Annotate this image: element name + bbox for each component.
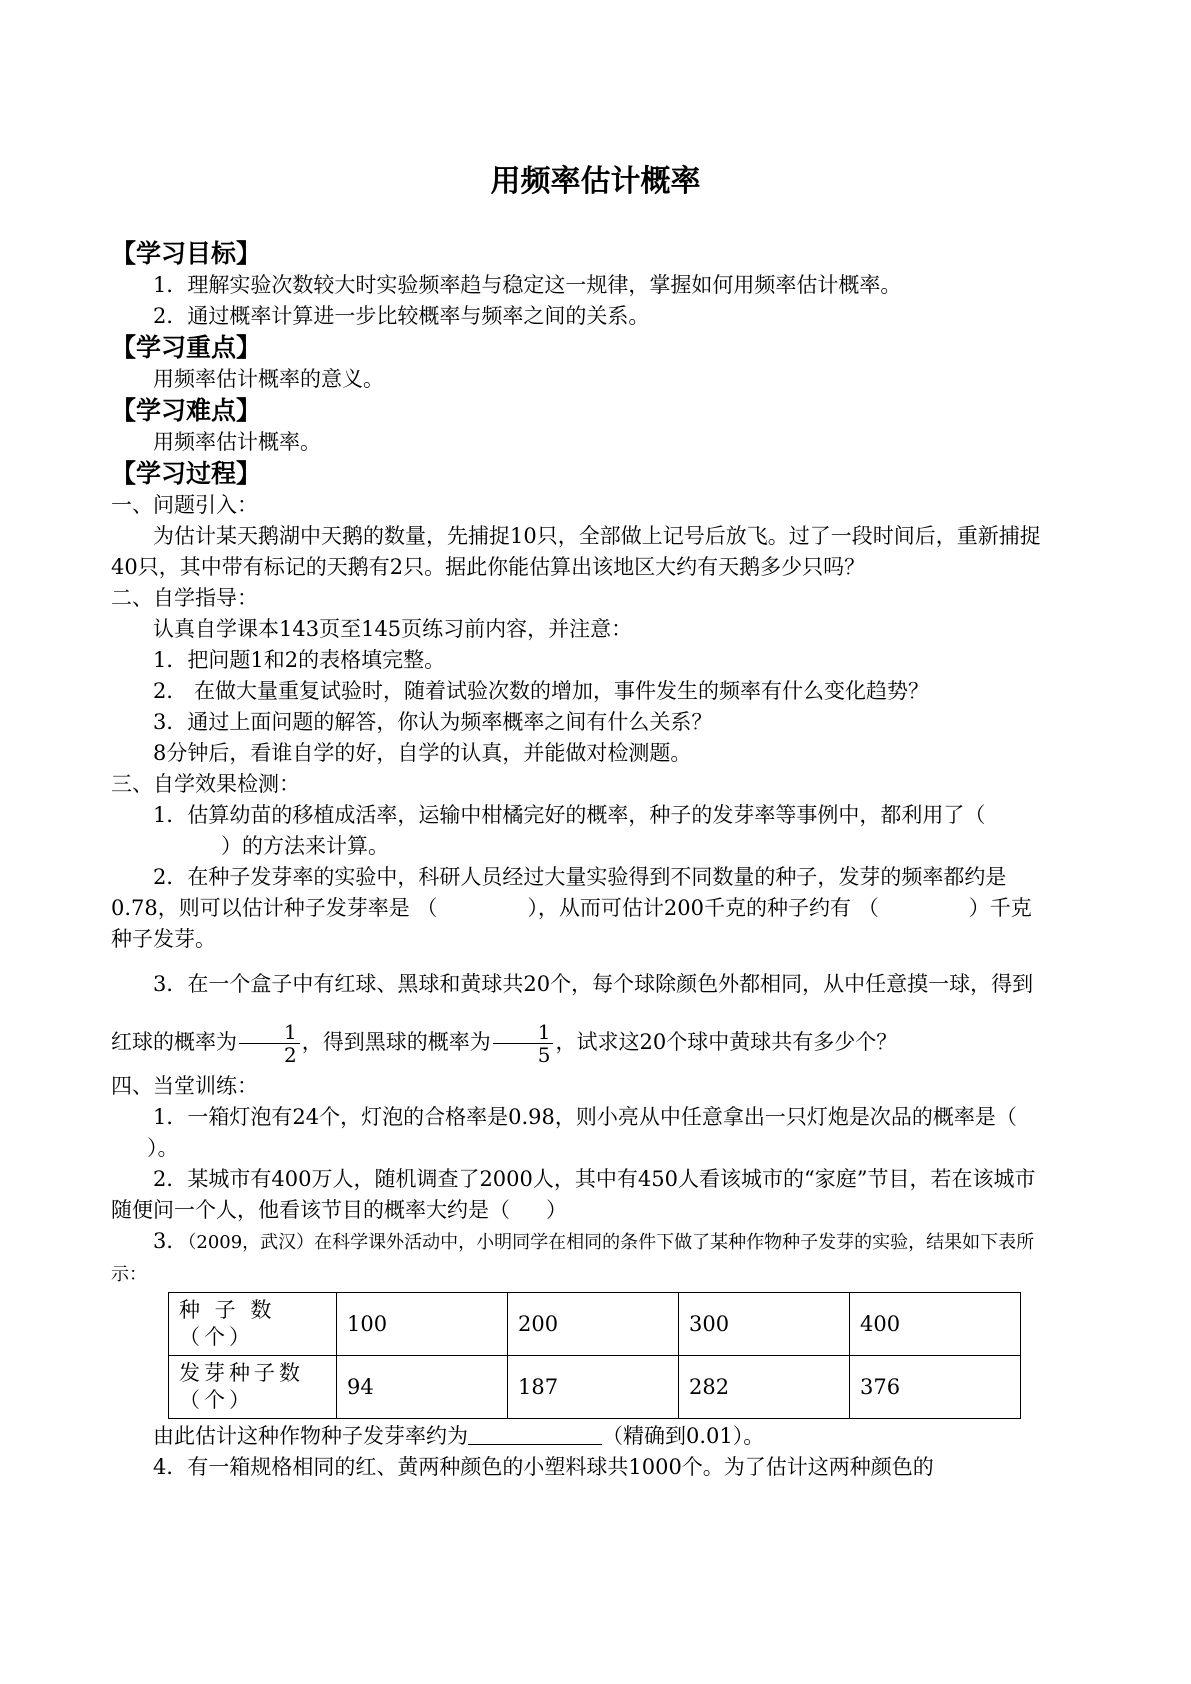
self-study-lead: 认真自学课本143页至145页练习前内容，并注意： — [153, 617, 633, 641]
intro-heading: 一、问题引入： — [111, 493, 258, 517]
training-question-2 — [111, 1164, 1051, 1226]
check-question-1 — [111, 800, 1051, 862]
training-q2-text-end: ） — [546, 1198, 567, 1222]
difficulty-text: 用频率估计概率。 — [153, 430, 321, 454]
self-study-item-3: 3．通过上面问题的解答，你认为频率概率之间有什么关系？ — [153, 710, 713, 734]
page-title: 用频率估计概率 — [490, 164, 701, 199]
table-cell: 400 — [850, 1293, 1021, 1356]
training-q3-after-text-end: （精确到0.01）。 — [602, 1424, 765, 1448]
check-heading: 三、自学效果检测： — [111, 772, 300, 796]
table-row — [169, 1356, 1021, 1419]
table-cell: 300 — [679, 1293, 850, 1356]
table-cell: 200 — [508, 1293, 679, 1356]
fraction-numerator: 1 — [239, 1021, 300, 1044]
self-study-note: 8分钟后，看谁自学的好，自学的认真，并能做对检测题。 — [153, 741, 692, 765]
table-header-sprouted: 发芽种子数（个） — [169, 1356, 337, 1419]
table-cell: 100 — [337, 1293, 508, 1356]
table-cell: 187 — [508, 1356, 679, 1419]
process-heading: 【学习过程】 — [111, 459, 262, 488]
intro-text: 为估计某天鹅湖中天鹅的数量，先捕捉10只，全部做上记号后放飞。过了一段时间后，重新捕捉40只，其中带有标记的天鹅有2只。据此你能估算出该地区大约有天鹅多少只吗？ — [111, 524, 1041, 579]
table-row — [169, 1293, 1021, 1356]
training-question-4: 4．有一箱规格相同的红、黄两种颜色的小塑料球共1000个。为了估计这两种颜色的 — [153, 1455, 934, 1479]
training-question-1 — [111, 1102, 1051, 1164]
check-q2-text: 2．在种子发芽率的实验中，科研人员经过大量实验得到不同数量的种子，发芽的频率都约是0.78，则可以估计种子发芽率是 （ — [111, 865, 1007, 920]
check-q3-text-mid: ，得到黑球的概率为 — [301, 1030, 491, 1054]
table-cell: 376 — [850, 1356, 1021, 1419]
training-question-3-followup — [111, 1421, 1051, 1452]
check-question-2 — [111, 862, 1051, 955]
self-study-item-2: 2． 在做大量重复试验时，随着试验次数的增加，事件发生的频率有什么变化趋势？ — [153, 679, 930, 703]
check-q3-text: 3．在一个盒子中有红球、黑球和黄球共20个，每个球除颜色外都相同，从中任意摸一球，得到红球的概率为 — [111, 972, 1034, 1054]
check-q2-text-end: ）千克种子发芽。 — [111, 896, 1032, 951]
fraction-denominator: 5 — [537, 1043, 551, 1067]
training-q1-text: 1．一箱灯泡有24个，灯泡的合格率是0.98，则小亮从中任意拿出一只灯炮是次品的概率是（ — [153, 1105, 1017, 1129]
training-heading: 四、当堂训练： — [111, 1074, 258, 1098]
check-question-3 — [111, 955, 1051, 1071]
table-cell: 282 — [679, 1356, 850, 1419]
training-q1-text-end: ）。 — [147, 1136, 179, 1160]
training-question-3 — [111, 1226, 1051, 1290]
key-point-heading: 【学习重点】 — [111, 333, 262, 362]
training-q2-text: 2．某城市有400万人，随机调查了2000人，其中有450人看该城市的“家庭”节目，若在该城市随便问一个人，他看该节目的概率大约是（ — [111, 1167, 1036, 1222]
goals-heading: 【学习目标】 — [111, 239, 262, 268]
check-q1-text: 1．估算幼苗的移植成活率，运输中柑橘完好的概率，种子的发芽率等事例中，都利用了（ — [153, 803, 986, 827]
seed-germination-table — [168, 1292, 1021, 1419]
goal-item-2: 2．通过概率计算进一步比较概率与频率之间的关系。 — [153, 304, 650, 328]
training-q3-text: （2009，武汉）在科学课外活动中，小明同学在相同的条件下做了某种作物种子发芽的实验，结果如下表所示： — [111, 1232, 1035, 1285]
fraction-numerator: 1 — [493, 1021, 554, 1044]
difficulty-heading: 【学习难点】 — [111, 396, 262, 425]
key-point-text: 用频率估计概率的意义。 — [153, 367, 384, 391]
fraction-red — [239, 1021, 300, 1066]
training-q3-after-text: 由此估计这种作物种子发芽率约为 — [153, 1424, 468, 1448]
check-q1-text-end: ）的方法来计算。 — [221, 834, 389, 858]
document-body — [111, 238, 1051, 1483]
check-q3-text-end: ，试求这20个球中黄球共有多少个？ — [555, 1030, 898, 1054]
table-cell: 94 — [337, 1356, 508, 1419]
self-study-heading: 二、自学指导： — [111, 586, 258, 610]
fraction-denominator: 2 — [284, 1043, 297, 1067]
fraction-black — [493, 1021, 554, 1066]
training-q3-number: 3． — [153, 1229, 188, 1253]
check-q2-text-mid: ），从而可估计200千克的种子约有 （ — [527, 896, 879, 920]
answer-underline — [468, 1424, 602, 1445]
goal-item-1: 1．理解实验次数较大时实验频率趋与稳定这一规律，掌握如何用频率估计概率。 — [153, 273, 902, 297]
table-header-seeds: 种 子 数（个） — [169, 1293, 337, 1356]
self-study-item-1: 1．把问题1和2的表格填完整。 — [153, 648, 446, 672]
